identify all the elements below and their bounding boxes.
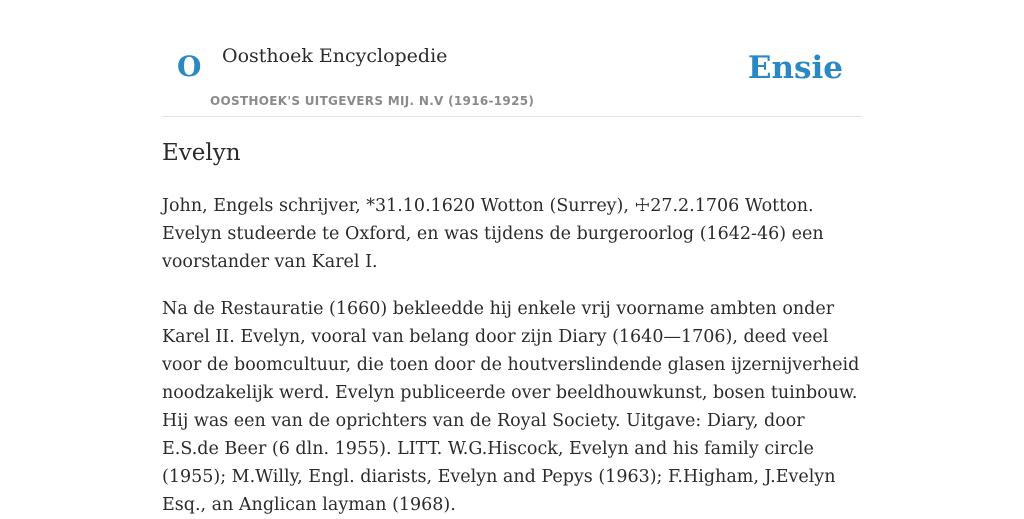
- page-container: [162, 0, 862, 515]
- article-title: Evelyn: [162, 140, 241, 166]
- article-paragraph-2: Na de Restauratie (1660) bekleedde hij enkele vrij voorname ambten onder Karel II. Evelyn, vooral van belang door zijn Diary (1640—1706), deed veel voor de boomcultuur, die toen door de houtverslindende glasen ijzernijverheid noodzakelijk werd. Evelyn publiceerde over beeldhouwkunst, bosen tuinbouw. Hij was een van de oprichters van de Royal Society. Uitgave: Diary, door E.S.de Beer (6 dln. 1955). LITT. W.G.Hiscock, Evelyn and his family circle (1955); M.Willy, Engl. diarists, Evelyn and Pepys (1963); F.Higham, J.Evelyn Esq., an Anglican layman (1968).: [162, 299, 860, 515]
- header: [162, 0, 862, 117]
- article-paragraph-1: John, Engels schrijver, *31.10.1620 Wotton (Surrey), ☩27.2.1706 Wotton. Evelyn studeerde te Oxford, en was tijdens de burgeroorlog (1642-46) een voorstander van Karel I.: [162, 196, 824, 272]
- publisher-label: OOSTHOEK'S UITGEVERS MIJ. N.V (1916-1925): [210, 94, 535, 108]
- book-title[interactable]: Oosthoek Encyclopedie: [222, 45, 448, 67]
- book-logo-letter[interactable]: O: [177, 50, 202, 83]
- brand-logo-link[interactable]: Ensie: [747, 50, 843, 86]
